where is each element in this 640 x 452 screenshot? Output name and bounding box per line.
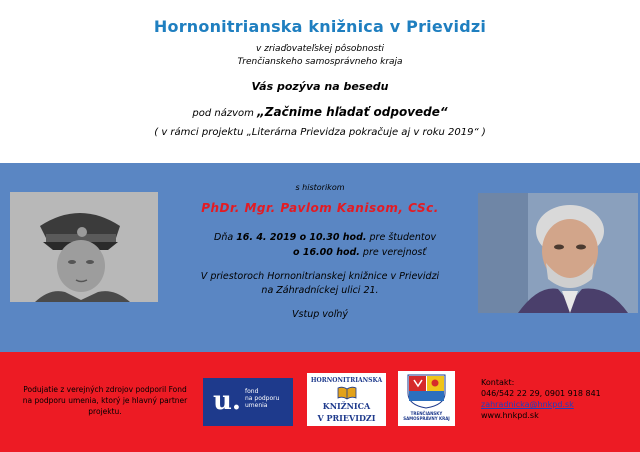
- place-line-1: V priestoroch Hornonitrianskej knižnice v Prievidzi: [200, 271, 440, 282]
- fond-logo-line: fond: [245, 388, 259, 395]
- subtitle-line-2: Trenčianskeho samosprávneho kraja: [237, 57, 403, 67]
- sponsor-text: Podujatie z verejných zdrojov podporil Fond na podporu umenia, ktorý je hlavný partner projektu.: [22, 385, 188, 416]
- region-logo-text: TRENČIANSKY SAMOSPRÁVNY KRAJ: [403, 411, 450, 421]
- contact-block: [481, 377, 601, 421]
- lecture-prefix: pod názvom: [192, 108, 258, 119]
- library-logo: [307, 373, 386, 426]
- date-line-2: [293, 247, 426, 258]
- lecture-line: [0, 105, 640, 119]
- fond-logo: [203, 378, 293, 426]
- speaker-name: PhDr. Mgr. Pavlom Kanisom, CSc.: [201, 201, 439, 215]
- fond-logo-text: [245, 388, 279, 409]
- invitation-text: Vás pozýva na besedu: [251, 80, 389, 93]
- date-students: pre študentov: [366, 232, 437, 243]
- library-title: Hornonitrianska knižnica v Prievidzi: [153, 17, 487, 36]
- portrait-photo-left: [10, 192, 158, 302]
- lecture-title: „Začnime hľadať odpovede“: [257, 105, 448, 119]
- fond-logo-line: umenia: [245, 402, 268, 409]
- library-logo-middle: KNIŽNICA: [322, 401, 371, 411]
- region-logo: [398, 371, 455, 426]
- speaker-photo-right: [478, 193, 638, 313]
- subtitle-line-1: v zriaďovateľskej pôsobnosti: [255, 44, 385, 54]
- fond-logo-letter: u.: [213, 386, 241, 416]
- library-logo-top: HORNONITRIANSKA: [310, 377, 383, 384]
- date-line-1: [214, 232, 436, 243]
- contact-website[interactable]: www.hnkpd.sk: [481, 411, 539, 420]
- date-public: pre verejnosť: [359, 247, 427, 258]
- with-historian-label: s historikom: [295, 183, 345, 192]
- date-second: o 16.00 hod.: [293, 247, 360, 258]
- fond-logo-line: na podporu: [245, 395, 280, 402]
- date-prefix: Dňa: [214, 232, 237, 243]
- place-line-2: na Záhradníckej ulici 21.: [261, 285, 379, 296]
- entry-free: Vstup voľný: [292, 309, 348, 320]
- contact-email-link[interactable]: zahradnicka@hnkpd.sk: [481, 400, 574, 409]
- project-line: ( v rámci projektu „Literárna Prievidza pokračuje aj v roku 2019“ ): [154, 127, 486, 138]
- date-main: 16. 4. 2019 o 10.30 hod.: [236, 232, 367, 243]
- coat-of-arms-icon: [406, 373, 447, 409]
- contact-label: Kontakt:: [481, 378, 515, 387]
- book-icon: [337, 385, 357, 400]
- contact-phones: 046/542 22 29, 0901 918 841: [481, 389, 601, 398]
- library-logo-bottom: V PRIEVIDZI: [317, 413, 376, 423]
